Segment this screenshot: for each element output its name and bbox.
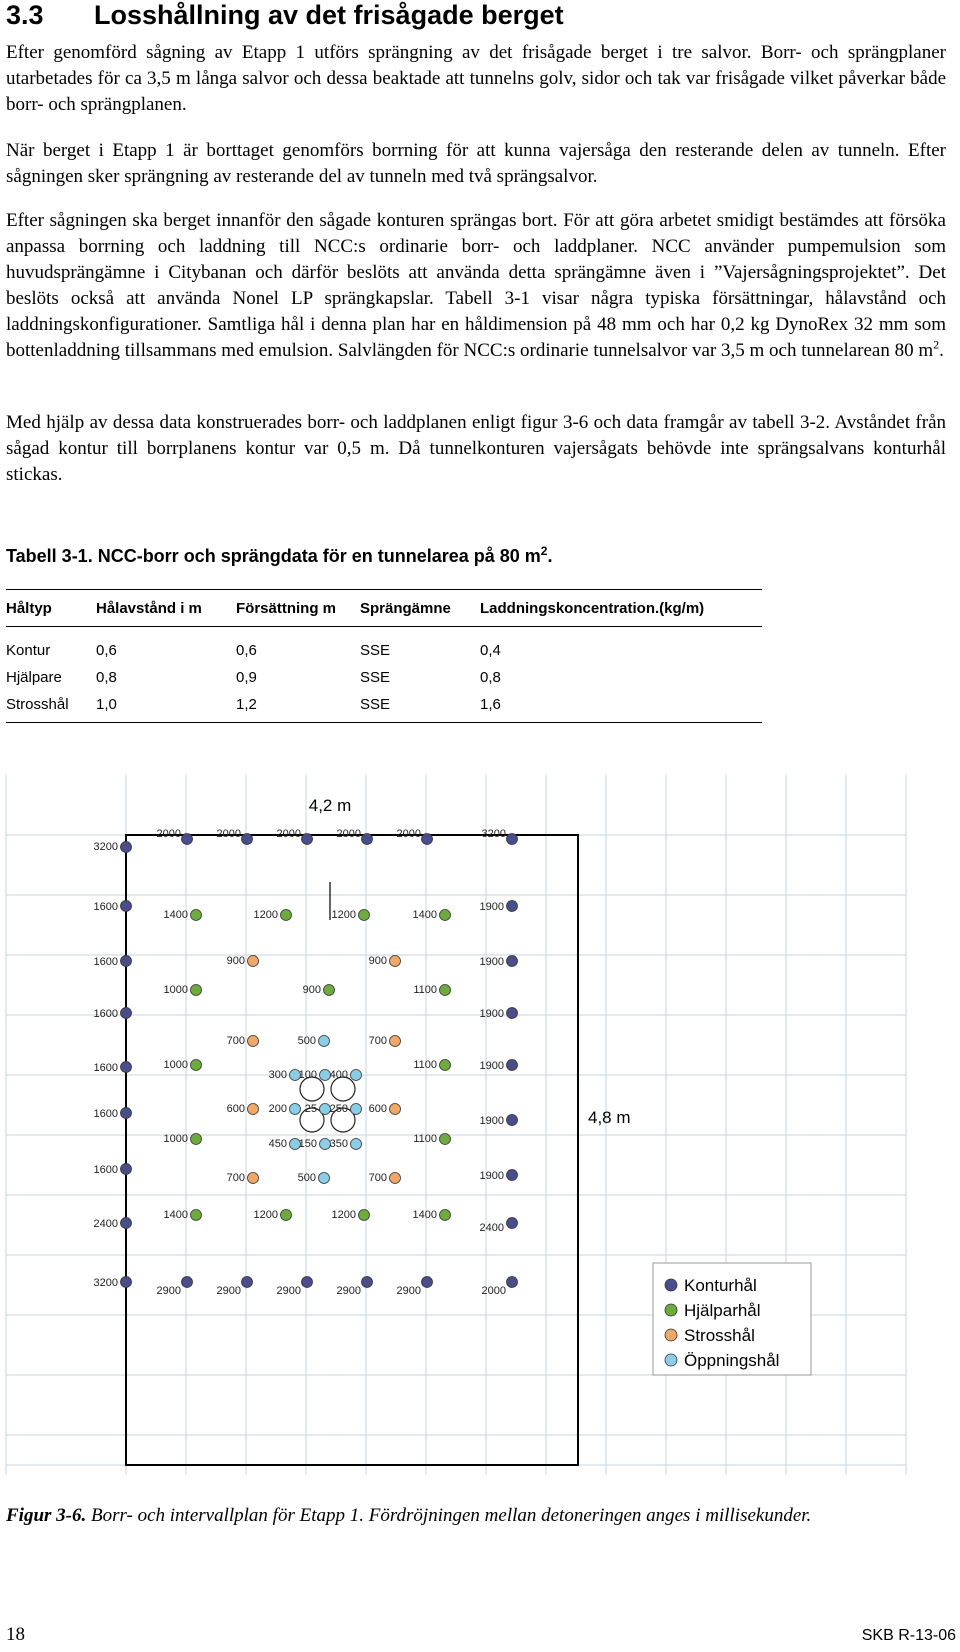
delay-label: 1900 [479, 1008, 504, 1020]
delay-label: 100 [298, 1069, 317, 1081]
hole-marker [248, 1173, 259, 1184]
delay-label: 2400 [479, 1222, 504, 1234]
table-caption-text: Tabell 3-1. NCC-borr och sprängdata för en tunnelarea på 80 m [6, 546, 541, 566]
delay-label: 1900 [479, 1060, 504, 1072]
delay-label: 1400 [163, 1209, 188, 1221]
hole-marker [390, 1173, 401, 1184]
drill-hole-kontur [157, 828, 193, 845]
drill-hole-stross [369, 1035, 401, 1047]
hole-marker [121, 901, 132, 912]
delay-label: 3200 [481, 828, 506, 840]
delay-label: 1600 [93, 1008, 118, 1020]
drill-hole-kontur [94, 1277, 132, 1290]
table-cell: 0,8 [480, 669, 501, 686]
paragraph-1: Efter genomförd sågning av Etapp 1 utförs sprängning av det frisågade berget i tre salvor. Borr- och sprängplaner utarbetades för ca 3,5 m långa salvor och dessa beaktade att tunnelns golv, sidor och tak var frisågade vilket påverkar både borr- och sprängplanen. [6, 42, 946, 115]
drill-hole-kontur [480, 901, 518, 914]
paragraph-4: Med hjälp av dessa data konstruerades borr- och laddplanen enligt figur 3-6 och data framgår av tabell 3-2. Avståndet från sågad kontur till borrplanens kontur var 0,5 m. Då tunnelkonturen vajersågats behövde inte sprängsalvans konturhål stickas. [6, 412, 946, 485]
delay-label: 1100 [413, 1133, 437, 1145]
delay-label: 400 [329, 1069, 348, 1081]
table-header: Laddningskoncentration.(kg/m) [480, 590, 762, 627]
hole-marker [507, 1277, 518, 1288]
delay-label: 900 [226, 955, 245, 967]
delay-label: 2900 [276, 1285, 301, 1297]
delay-label: 3200 [93, 841, 118, 853]
hole-marker [121, 1008, 132, 1019]
hole-marker [121, 1277, 132, 1288]
drill-hole-kontur [337, 828, 373, 845]
drill-hole-hjalpar [332, 909, 370, 921]
drill-hole-kontur [277, 828, 313, 845]
legend-marker [665, 1279, 677, 1291]
delay-label: 500 [297, 1172, 316, 1184]
drill-hole-oppning [298, 1035, 330, 1047]
hole-marker [359, 1210, 370, 1221]
hole-marker [242, 834, 253, 845]
drill-hole-kontur [480, 1115, 518, 1128]
section-heading [6, 0, 564, 31]
figure-caption [6, 1505, 811, 1527]
delay-label: 900 [368, 955, 387, 967]
hole-marker [507, 834, 518, 845]
delay-label: 2000 [481, 1285, 506, 1297]
table-row [6, 627, 762, 665]
delay-label: 1600 [93, 901, 118, 913]
hole-marker [182, 834, 193, 845]
drill-hole-kontur [480, 1218, 518, 1235]
table-cell: 0,6 [236, 642, 257, 659]
drill-hole-kontur [482, 1277, 518, 1298]
delay-label: 900 [302, 984, 321, 996]
drill-hole-oppning [330, 1069, 362, 1081]
delay-label: 2900 [216, 1285, 241, 1297]
drill-hole-hjalpar [413, 1209, 451, 1221]
hole-marker [319, 1036, 330, 1047]
delay-label: 2000 [156, 828, 181, 840]
legend [653, 1263, 811, 1375]
drill-hole-stross [227, 1035, 259, 1047]
drill-hole-oppning [269, 1069, 301, 1081]
delay-label: 700 [226, 1035, 245, 1047]
drill-hole-oppning [330, 1138, 362, 1150]
delay-label: 1400 [163, 909, 188, 921]
hole-marker [319, 1173, 330, 1184]
delay-label: 250 [329, 1103, 348, 1115]
delay-label: 2900 [336, 1285, 361, 1297]
delay-label: 300 [268, 1069, 287, 1081]
drill-hole-kontur [94, 956, 132, 969]
hole-marker [121, 956, 132, 967]
drill-hole-kontur [94, 901, 132, 914]
delay-label: 2000 [216, 828, 241, 840]
drill-hole-kontur [480, 1060, 518, 1073]
delay-label: 1900 [479, 1115, 504, 1127]
table-header-row [6, 590, 762, 627]
area-superscript: 2 [933, 337, 940, 352]
hole-marker [191, 1134, 202, 1145]
delay-label: 1900 [479, 1170, 504, 1182]
table-cell: 0,8 [96, 669, 117, 686]
drill-hole-kontur [480, 956, 518, 969]
table-caption-end: . [547, 546, 553, 566]
drill-hole-hjalpar [413, 984, 450, 996]
hole-marker [302, 1277, 313, 1288]
hole-marker [507, 1060, 518, 1071]
drill-hole-kontur [94, 841, 132, 853]
delay-label: 500 [297, 1035, 316, 1047]
drill-hole-hjalpar [413, 1133, 450, 1145]
delay-label: 2400 [93, 1218, 118, 1230]
hole-marker [324, 985, 335, 996]
hole-marker [390, 1104, 401, 1115]
drill-hole-kontur [480, 1008, 518, 1021]
delay-label: 1600 [93, 956, 118, 968]
drill-data-table [6, 589, 762, 723]
drill-hole-hjalpar [303, 984, 335, 996]
drill-hole-oppning [299, 1069, 331, 1081]
hole-marker [440, 1210, 451, 1221]
delay-label: 2000 [336, 828, 361, 840]
delay-label: 1600 [93, 1164, 118, 1176]
delay-label: 1400 [412, 909, 437, 921]
figure-caption-text: Borr- och intervallplan för Etapp 1. Fördröjningen mellan detoneringen anges i millisekunder. [91, 1505, 812, 1526]
drill-hole-hjalpar [413, 909, 451, 921]
hole-marker [121, 1164, 132, 1175]
hole-marker [248, 1104, 259, 1115]
delay-label: 3200 [93, 1277, 118, 1289]
paragraph-3: Efter sågningen ska berget innanför den sågade konturen sprängas bort. För att göra arbetet smidigt bestämdes att försöka anpassa borrning och laddning till NCC:s ordinarie borr- och laddplaner. NCC använder pumpemulsion som huvudsprängämne i Citybanan och därför beslöts att använda detta sprängämne även i ”Vajersågningsprojektet”. Det beslöts också att använda Nonel LP sprängkapslar. Tabell 3-1 visar några typiska försättningar, hålavstånd och laddningskonfigurationer. Samtliga hål i denna plan har en håldimension på 48 mm och har 0,2 kg DynoRex 32 mm som bottenladdning tillsammans med emulsion. Salvlängden för NCC:s ordinarie tunnelsalvor var 3,5 m och tunnelarean 80 $m^2$. [6, 210, 946, 361]
hole-marker [290, 1104, 301, 1115]
drill-hole-oppning [299, 1138, 331, 1150]
drill-hole-stross [369, 1172, 401, 1184]
delay-label: 700 [368, 1035, 387, 1047]
hole-marker [390, 1036, 401, 1047]
drill-hole-hjalpar [164, 1209, 202, 1221]
hole-marker [351, 1070, 362, 1081]
table-cell: Hjälpare [6, 669, 62, 686]
delay-label: 1200 [253, 1209, 278, 1221]
drill-hole-stross [369, 1103, 401, 1115]
table-cell: 1,6 [480, 691, 762, 723]
delay-label: 1000 [163, 984, 188, 996]
drill-hole-kontur [217, 1277, 253, 1298]
hole-marker [281, 1210, 292, 1221]
hole-marker [422, 834, 433, 845]
table-cell: 1,2 [236, 691, 360, 723]
drill-hole-kontur [480, 1170, 518, 1183]
hole-marker [507, 956, 518, 967]
paragraph-3-text: Efter sågningen ska berget innanför den sågade konturen sprängas bort. För att göra arbetet smidigt bestämdes att försöka anpassa borrning och laddning till NCC:s ordinarie borr- och laddplaner. NCC använder pumpemulsion som huvudsprängämne i Citybanan och därför beslöts att använda detta sprängämne även i ”Vajersågningsprojektet”. Det beslöts också att använda Nonel LP sprängkapslar. Tabell 3-1 visar några typiska försättningar, hålavstånd och laddningskonfigurationer. Samtliga hål i denna plan har en håldimension på 48 mm och har 0,2 kg DynoRex 32 mm som bottenladdning tillsammans med emulsion. Salvlängden för NCC:s ordinarie tunnelsalvor var 3,5 m och tunnelarean 80 m [6, 210, 946, 361]
legend-marker [665, 1329, 677, 1341]
delay-label: 1100 [413, 984, 437, 996]
delay-label: 1200 [331, 1209, 356, 1221]
hole-marker [191, 1210, 202, 1221]
drill-hole-hjalpar [254, 909, 292, 921]
table-row [6, 664, 762, 691]
drill-hole-stross [227, 955, 259, 967]
hole-marker [440, 1060, 451, 1071]
drill-hole-hjalpar [164, 909, 202, 921]
hole-marker [422, 1277, 433, 1288]
legend-label: Konturhål [684, 1276, 757, 1295]
section-title: Losshållning av det frisågade berget [94, 0, 564, 30]
drill-hole-stross [369, 955, 401, 967]
drill-hole-kontur [337, 1277, 373, 1298]
delay-label: 600 [226, 1103, 245, 1115]
hole-marker [362, 1277, 373, 1288]
hole-marker [390, 956, 401, 967]
drill-hole-kontur [94, 1218, 132, 1231]
drill-hole-stross [227, 1172, 259, 1184]
tunnel-contour [126, 835, 578, 1465]
hole-marker [507, 901, 518, 912]
table-cell: Strosshål [6, 691, 96, 723]
delay-label: 25 [304, 1103, 317, 1115]
hole-marker [121, 1218, 132, 1229]
legend-label: Öppningshål [684, 1351, 780, 1370]
hole-marker [302, 834, 313, 845]
width-label: 4,2 m [308, 796, 352, 815]
legend-marker [665, 1354, 677, 1366]
drill-hole-kontur [217, 828, 253, 845]
drill-hole-oppning [330, 1103, 362, 1115]
delay-label: 1000 [163, 1133, 188, 1145]
page-number: 18 [6, 1624, 25, 1645]
delay-label: 2900 [396, 1285, 421, 1297]
hole-marker [351, 1139, 362, 1150]
hole-marker [507, 1218, 518, 1229]
drill-hole-oppning [269, 1103, 301, 1115]
hole-marker [507, 1008, 518, 1019]
drill-hole-hjalpar [164, 1133, 202, 1145]
delay-label: 1100 [413, 1059, 437, 1071]
section-number: 3.3 [6, 0, 44, 30]
delay-label: 1200 [331, 909, 356, 921]
legend-marker [665, 1304, 677, 1316]
drill-hole-hjalpar [413, 1059, 450, 1071]
hole-marker [191, 985, 202, 996]
hole-marker [248, 1036, 259, 1047]
table-cell: Kontur [6, 642, 51, 659]
table-cell: 0,9 [236, 669, 257, 686]
drill-hole-stross [227, 1103, 259, 1115]
table-header: Sprängämne [360, 590, 480, 627]
delay-label: 600 [368, 1103, 387, 1115]
delay-label: 1200 [253, 909, 278, 921]
hole-marker [248, 956, 259, 967]
delay-label: 200 [268, 1103, 287, 1115]
drill-hole-kontur [397, 1277, 433, 1298]
drill-hole-kontur [94, 1008, 132, 1021]
table-cell: 0,4 [480, 642, 501, 659]
drill-hole-oppning [269, 1138, 301, 1150]
hole-marker [351, 1104, 362, 1115]
hole-marker [359, 910, 370, 921]
hole-marker [242, 1277, 253, 1288]
hole-marker [507, 1170, 518, 1181]
drill-hole-oppning [298, 1172, 330, 1184]
delay-label: 150 [298, 1138, 317, 1150]
drill-hole-kontur [157, 1277, 193, 1298]
hole-marker [440, 1134, 451, 1145]
table-cell: SSE [360, 642, 391, 659]
table-caption [6, 546, 552, 567]
drill-hole-kontur [94, 1062, 132, 1075]
hole-marker [121, 1062, 132, 1073]
hole-marker [191, 910, 202, 921]
hole-marker [191, 1060, 202, 1071]
table-header: Försättning m [236, 590, 360, 627]
hole-marker [121, 1108, 132, 1119]
table-header: Håltyp [6, 590, 96, 627]
drill-hole-kontur [94, 1108, 132, 1121]
hole-marker [182, 1277, 193, 1288]
delay-label: 1600 [93, 1108, 118, 1120]
paragraph-2: När berget i Etapp 1 är borttaget genomförs borrning för att kunna vajersåga den resterande delen av tunneln. Efter sågningen sker sprängning av resterande del av tunneln med två sprängsalvor. [6, 140, 946, 187]
table-cell: 1,0 [96, 691, 236, 723]
drill-hole-hjalpar [164, 1059, 202, 1071]
figure-caption-label: Figur 3-6. [6, 1505, 87, 1526]
hole-marker [121, 842, 132, 853]
delay-label: 2000 [396, 828, 421, 840]
delay-label: 450 [268, 1138, 287, 1150]
hole-marker [440, 985, 451, 996]
delay-label: 1900 [479, 901, 504, 913]
report-number: SKB R-13-06 [861, 1627, 956, 1644]
table-cell: SSE [360, 691, 480, 723]
legend-label: Hjälparhål [684, 1301, 761, 1320]
delay-label: 700 [368, 1172, 387, 1184]
drill-hole-hjalpar [164, 984, 202, 996]
table-cell: SSE [360, 669, 391, 686]
table-row [6, 691, 762, 723]
hole-marker [281, 910, 292, 921]
delay-label: 1600 [93, 1062, 118, 1074]
delay-label: 1900 [479, 956, 504, 968]
legend-label: Strosshål [684, 1326, 755, 1345]
drill-hole-kontur [482, 828, 518, 845]
table-cell: 0,6 [96, 642, 117, 659]
drill-hole-hjalpar [332, 1209, 370, 1221]
drill-hole-kontur [397, 828, 433, 845]
hole-marker [440, 910, 451, 921]
hole-marker [507, 1115, 518, 1126]
drill-hole-kontur [277, 1277, 313, 1298]
delay-label: 350 [329, 1138, 348, 1150]
hole-marker [362, 834, 373, 845]
drill-hole-kontur [94, 1164, 132, 1177]
table-caption-sup: 2 [540, 544, 548, 558]
delay-label: 2900 [156, 1285, 181, 1297]
drill-plan-figure [0, 775, 960, 1495]
table-header: Hålavstånd i m [96, 590, 236, 627]
delay-label: 2000 [276, 828, 301, 840]
delay-label: 1400 [412, 1209, 437, 1221]
height-label: 4,8 m [588, 1108, 631, 1127]
drill-hole-hjalpar [254, 1209, 292, 1221]
delay-label: 700 [226, 1172, 245, 1184]
delay-label: 1000 [163, 1059, 188, 1071]
